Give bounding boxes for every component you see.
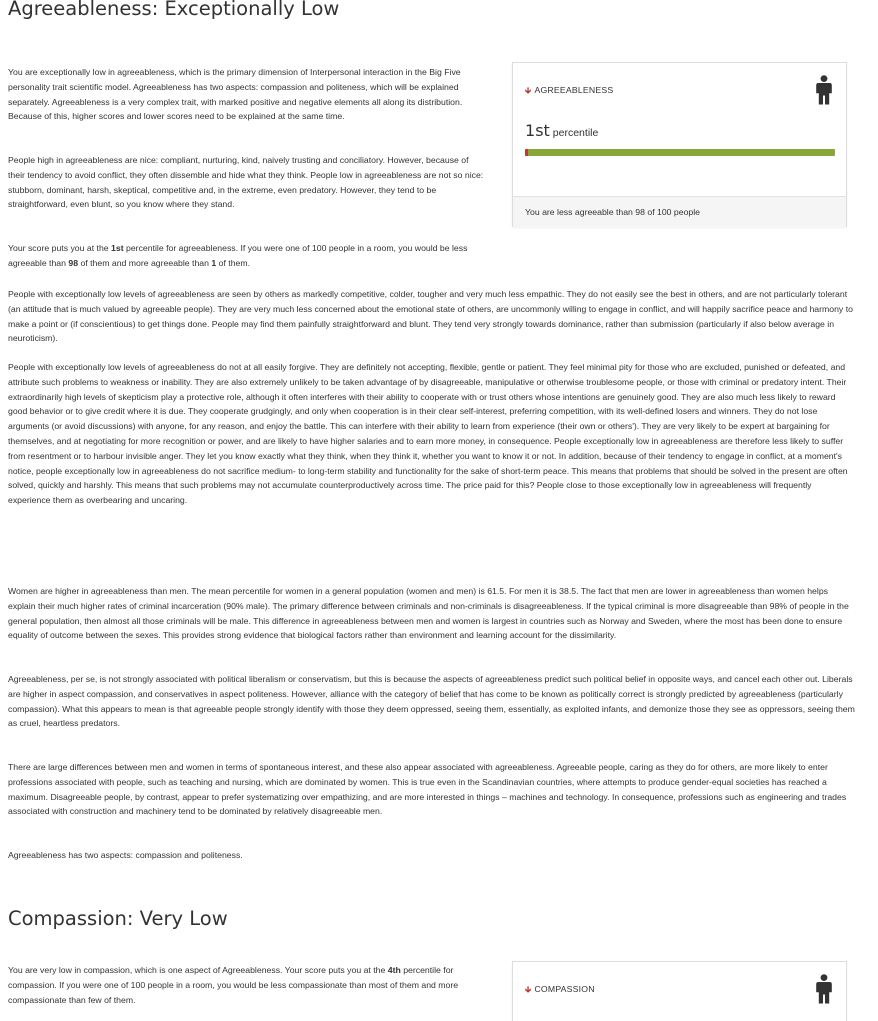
- aspects-summary-paragraph: Agreeableness has two aspects: compassion and politeness.: [8, 850, 243, 860]
- compassion-title: Compassion: Very Low: [8, 907, 228, 930]
- less-than-count: 98: [68, 257, 79, 268]
- low-agreeableness-behavior-paragraph: People with exceptionally low levels of agreeableness do not at all easily forgive. They are definitely not accepting, flexible, gentle or patient. They feel minimal pity for those who are excluded, punished or defeated, and attribute such problems to weakness or inability. They are also extremely unlikely to be taken advantage of by disagreeable, manipulative or otherwise troublesome people, or those with criminal or predatory intent. Their extraordinarily high levels of skepticism play a protective role, although it often interferes with their ability to cooperate with or trust others whose intentions are genuinely good. They are also much less likely to reward good behavior or to give credit where it is due. They cooperate grudgingly, and only when cooperation is in their clear self-interest, preferring competition, with its well-defined losers and winners. They do not lose arguments (or avoid discussions) with anyone, for any reason, and enjoy the battle. This can interfere with their ability to learn from experience (their own or others'). They are very likely to be expert at bargaining for themselves, and at negotiating for more recognition or power, and are likely to have higher salaries and to earn more money, in consequence. People exceptionally low in agreeableness are therefore less likely to suffer from resentment or to harbour invisible anger. They let you know exactly what they think, when they think it, whether you want to know it or not. In addition, because of their tendency to engage in conflict, at a moment's notice, people exceptionally low in agreeableness do not sacrifice medium- to long-term stability and functionality for the sake of short-term peace. This means that problems that should be solved in the present are often solved, quickly and harshly. This means that such problems may not accumulate counterproductively across time. The price paid for this? People close to those exceptionally low in agreeableness will frequently experience them as overbearing and uncaring.: [8, 362, 848, 506]
- gender-differences-paragraph: Women are higher in agreeableness than men. The mean percentile for women in a general population (women and men) is 61.5. For men it is 38.5. The fact that men are lower in agreeableness than women helps explain their much higher rates of criminal incarceration (90% male). The primary difference between criminals and non-criminals is disagreeableness. If the typical criminal is more disagreeable than 98% of people in the general population, then almost all those criminals will be male. This difference in agreeableness between men and women is largest in countries such as Norway and Sweden, where the most has been done to ensure equality of outcome between the sexes. This provides strong evidence that biological factors rather than environment and learning account for the dissimilarity.: [8, 586, 849, 641]
- down-arrow-icon: 🡳: [525, 85, 532, 95]
- percentile-value: 1st: [111, 243, 124, 253]
- percentile-bar: [525, 149, 835, 156]
- agreeableness-title: Agreeableness: Exceptionally Low: [8, 0, 340, 20]
- agreeableness-high-low-paragraph: People high in agreeableness are nice: compliant, nurturing, kind, naively trusting and conciliatory. However, because of their tendency to avoid conflict, they often dissemble and hide what they think. People low in agreeableness are not so nice: stubborn, dominant, harsh, skeptical, competitive and, in the extreme, even predatory. However, they tend to be straightforward, even blunt, so you know where they stand.: [8, 155, 484, 210]
- interests-paragraph: There are large differences between men and women in terms of spontaneous interest, and these also appear associated with agreeableness. Agreeable people, caring as they do for others, are more likely to enter professions associated with people, such as teaching and nursing, which are dominated by women. This is true even in the Scandinavian countries, where attempts to produce gender-equal societies has reached a maximum. Disagreeable people, by contrast, appear to prefer systematizing over empathizing, and are more interested in things – machines and technology. In consequence, professions such as engineering and trades associated with construction and machinery tend to be dominated by relatively disagreeable men.: [8, 762, 847, 817]
- agreeableness-score-card: [512, 62, 847, 227]
- compassion-score-card: [512, 961, 847, 1021]
- person-icon: [814, 75, 834, 105]
- percentile-bar-fill: [525, 149, 528, 156]
- political-belief-paragraph: Agreeableness, per se, is not strongly associated with political liberalism or conservatism, but this is because the aspects of agreeableness predict such political belief in opposite ways, and cancel each other out. Liberals are higher in aspect compassion, and conservatives in aspect politeness. However, alliance with the category of belief that has come to be known as politically correct is strongly predicted by agreeableness (particularly compassion). What this appears to mean is that agreeable people strongly identify with those they deem oppressed, seeing them, essentially, as exploited infants, and demonize those they see as oppressors, seeing them as cruel, heartless predators.: [8, 674, 855, 729]
- low-agreeableness-perception-paragraph: People with exceptionally low levels of agreeableness are seen by others as markedly competitive, colder, tougher and very much less empathic. They do not easily see the best in others, and are not particularly tolerant (an attitude that is much valued by agreeable people). They are very much less concerned about the emotional state of others, are uncommonly willing to engage in conflict, and will happily sacrifice peace and harmony to make a point or (if conscientious) to get things done. People may find them painfully straightforward and blunt. They tend very strongly towards dominance, rather than submission (particularly if also below average in neuroticism).: [8, 289, 853, 344]
- compassion-card-label: 🡳 COMPASSION: [525, 984, 595, 994]
- agreeableness-score-paragraph: Your score puts you at the 1st percentile for agreeableness. If you were one of 100 people in a room, you would be less agreeable than 98 of them and more agreeable than 1 of them.: [8, 243, 468, 268]
- agreeableness-card-label: 🡳 AGREEABLENESS: [525, 85, 614, 95]
- percentile-readout: 1st percentile: [525, 121, 599, 140]
- compassion-intro-paragraph: You are very low in compassion, which is one aspect of Agreeableness. Your score puts you at the 4th percentile for compassion. If you were one of 100 people in a room, you would be less compassionate than most of them and more compassionate than few of them.: [8, 965, 459, 1005]
- compassion-percentile-value: 4th: [387, 965, 401, 975]
- agreeableness-intro-paragraph: You are exceptionally low in agreeableness, which is the primary dimension of Interpersonal interaction in the Big Five personality trait scientific model. Agreeableness has two aspects: compassion and politeness, which will be explained separately. Agreeableness is a very complex trait, with marked positive and negative elements all along its distribution. Because of this, higher scores and lower scores need to be explained at the same time.: [8, 67, 463, 122]
- down-arrow-icon: 🡳: [525, 984, 532, 994]
- agreeableness-card-footer: You are less agreeable than 98 of 100 people: [513, 196, 846, 228]
- more-than-count: 1: [211, 257, 217, 268]
